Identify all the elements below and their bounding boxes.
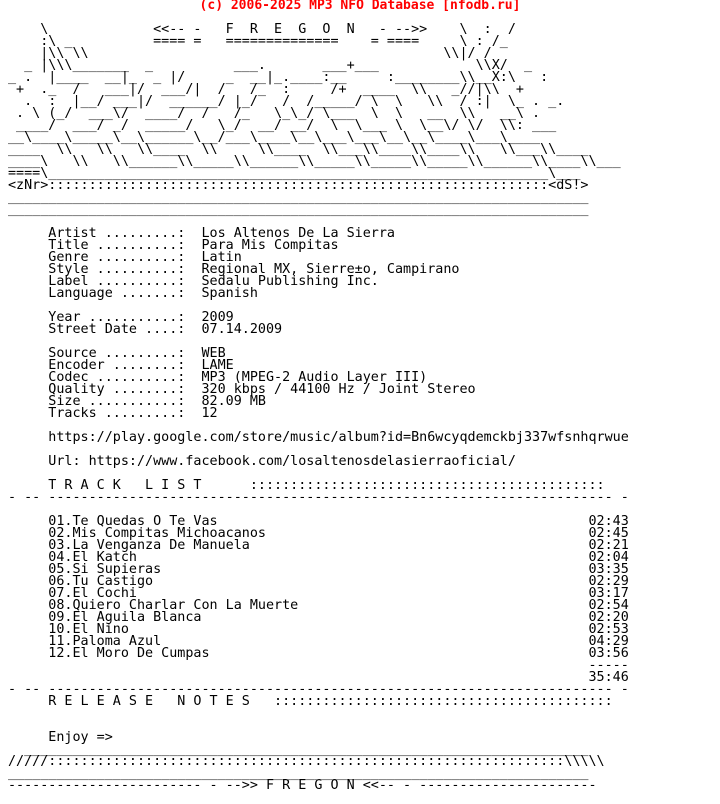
nfo-line: . \ (_/ ___\/ ____/ / /_ \_\_/ \___ \ \ __ \\ __\ . [8,106,541,121]
nfo-line: Source .........: WEB [8,346,226,361]
nfo-line: \ <<-- - F R E G O N - -->> \ : / [8,22,516,37]
nfo-line: ----- [8,658,629,673]
nfo-line: 11.Paloma Azul 04:29 [8,634,629,649]
nfo-line [8,708,629,720]
nfo-line: - -- ---------------------------------------------------------------------- - [8,682,629,697]
nfo-line: 04.El Katch 02:04 [8,550,629,565]
nfo-line: 12.El Moro De Cumpas 03:56 [8,646,629,661]
nfo-line: ______________________________________________________________________ [8,742,589,757]
nfo-line: ____\ \\ \\______\\_____\\______\\_____\\_____\\_____\\______\\____\\___ [8,154,621,169]
nfo-line: Enjoy => [8,730,113,745]
nfo-line: <zNr>::::::::::::::::::::::::::::::::::::::::::::::::::::::::::::::<dS!> [8,178,589,193]
nfo-line: 01.Te Quedas O Te Vas 02:43 [8,514,629,529]
copyright-banner: (c) 2006-2025 MP3 NFO Database [nfodb.ru] [199,0,521,13]
nfo-line: 09.El Aguila Blanca 02:20 [8,610,629,625]
nfo-text [8,24,629,792]
nfo-line: Genre ..........: Latin [8,250,242,265]
nfo-line: https://play.google.com/store/music/album?id=Bn6wcyqdemckbj337wfsnhqrwue [8,430,629,445]
nfo-line: Year ...........: 2009 [8,310,234,325]
nfo-line: /////::::::::::::::::::::::::::::::::::::::::::::::::::::::::::::::::\\\\\ [8,754,605,769]
nfo-line: 07.El Cochi 03:17 [8,586,629,601]
nfo-line: R E L E A S E N O T E S :::::::::::::::::::::::::::::::::::::::::: [8,694,613,709]
nfo-line: Language .......: Spanish [8,286,258,301]
nfo-line: 05.Si Supieras 03:35 [8,562,629,577]
nfo-line: Label ..........: Sedalu Publishing Inc. [8,274,379,289]
nfo-line: Style ..........: Regional MX, Sierre±o, Campirano [8,262,460,277]
nfo-line: ________________________________________________________________________ [8,190,589,205]
nfo-line: ------------------------ - -->> F R E G O N <<-- - ---------------------- [8,778,597,793]
nfo-line: ====\______________________________________________________________\___ [8,166,581,181]
nfo-line: Title ..........: Para Mis Compitas [8,238,339,253]
nfo-line: 03.La Venganza De Manuela 02:21 [8,538,629,553]
nfo-line: Tracks .........: 12 [8,406,218,421]
nfo-line: Codec ..........: MP3 (MPEG-2 Audio Layer III) [8,370,428,385]
nfo-line: 02.Mis Compitas Michoacanos 02:45 [8,526,629,541]
nfo-line: Artist .........: Los Altenos De La Sierra [8,226,395,241]
nfo-line: ________________________________________________________________________ [8,202,589,217]
nfo-line: __\____\_____\__\______\__/___\____\__\___\___\__\__\____\___\____ [8,130,541,145]
nfo-line: T R A C K L I S T :::::::::::::::::::::::::::::::::::::::::::: [8,478,605,493]
nfo-line: Quality ........: 320 kbps / 44100 Hz / Joint Stereo [8,382,476,397]
nfo-line: Encoder ........: LAME [8,358,234,373]
nfo-line: :\ _ ==== = ============== = ==== \ : /_ [8,34,508,49]
nfo-line: - -- ---------------------------------------------------------------------- - [8,490,629,505]
nfo-line: 10.El Nino 02:53 [8,622,629,637]
nfo-line: ____/ ___/ _/ _____/ \_/ __/ __/ \ \___ \ \__\/ \/ \\: ___ [8,118,557,133]
nfo-line: Url: https://www.facebook.com/losaltenosdelasierraoficial/ [8,454,516,469]
nfo-line: + ._ / ___|/ ___/| / /_ : /+ ____ \\ _//|\\ + [8,82,524,97]
nfo-line: 35:46 [8,670,629,685]
nfo-line: Size ...........: 82.09 MB [8,394,266,409]
nfo-line: Street Date ....: 07.14.2009 [8,322,283,337]
nfo-line: ____ \\ \\ \\____ \\ \\____ \\___\\____\\____\\ \\___\\____ [8,142,589,157]
nfo-line: . : |__/ ___|/ ______/ |_/ / /_____/ \ \ \\ / :| \_ . _. [8,94,565,109]
nfo-line: ________________________________________________________________________ [8,766,589,781]
nfo-line: _ . |____ __|_ _ |/ _ __|_.____:__ :________\\__X:\ : [8,70,549,85]
nfo-line: |\\ \\ \\|/ / [8,46,492,61]
nfo-line: 08.Quiero Charlar Con La Muerte 02:54 [8,598,629,613]
nfo-line: 06.Tu Castigo 02:29 [8,574,629,589]
nfo-line: _ |\\\_______ _ ___. ___+___ \\X/ _ [8,58,533,73]
